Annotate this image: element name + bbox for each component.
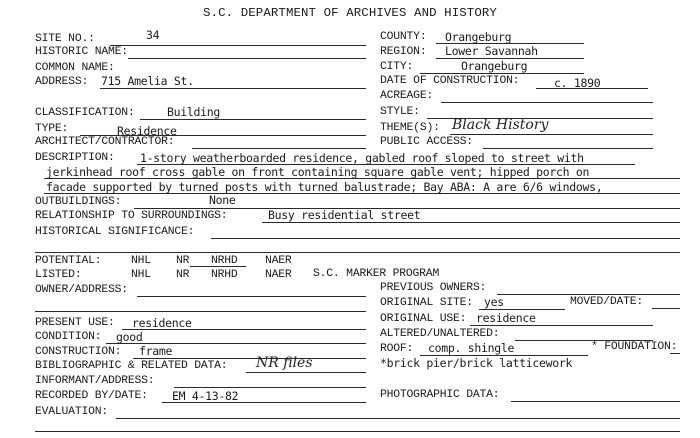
listed-naer: NAER: [265, 269, 292, 281]
section-divider: [35, 252, 680, 253]
condition-value: good: [116, 330, 143, 344]
description-label: DESCRIPTION:: [35, 152, 115, 164]
evaluation-line: [116, 418, 680, 419]
evaluation-line-2: [35, 431, 680, 432]
date-line: [536, 88, 648, 89]
site-no-line: [110, 45, 366, 46]
foundation-line: [670, 353, 680, 354]
description-rule-3: [44, 193, 680, 194]
theme-label: THEME(S):: [380, 122, 440, 134]
site-no-label: SITE NO.:: [35, 33, 95, 45]
previous-owners-line: [497, 294, 680, 295]
description-rule-2: [44, 178, 680, 179]
common-name-label: COMMON NAME:: [35, 62, 115, 74]
listed-nrhd: NRHD: [211, 269, 238, 281]
acreage-line: [441, 102, 653, 103]
date-value: c. 1890: [554, 76, 601, 90]
relationship-value: Busy residential street: [268, 208, 421, 222]
significance-line: [211, 238, 680, 239]
date-label: DATE OF CONSTRUCTION:: [380, 75, 520, 87]
classification-label: CLASSIFICATION:: [35, 107, 135, 119]
present-use-value: residence: [132, 316, 192, 330]
recorded-label: RECORDED BY/DATE:: [35, 390, 148, 402]
original-use-line: [470, 325, 653, 326]
relationship-line: [262, 222, 680, 223]
relationship-label: RELATIONSHIP TO SURROUNDINGS:: [35, 210, 228, 222]
description-line-3: facade supported by turned posts with turned balustrade; Bay ABA: A are 6/6 windows,: [46, 180, 603, 194]
description-line-2: jerkinhead roof cross gable on front containing square gable vent; hipped porch on: [46, 165, 590, 179]
classification-line: [140, 119, 366, 120]
photographic-label: PHOTOGRAPHIC DATA:: [380, 389, 500, 401]
county-label: COUNTY:: [380, 31, 427, 43]
potential-nhl: NHL: [131, 255, 151, 267]
acreage-label: ACREAGE:: [380, 90, 434, 102]
listed-label: LISTED:: [35, 269, 82, 281]
owner-line: [137, 296, 366, 297]
potential-nr: NR: [176, 255, 190, 267]
public-access-label: PUBLIC ACCESS:: [380, 136, 473, 148]
present-use-line: [122, 329, 366, 330]
foundation-label: * FOUNDATION:: [591, 341, 678, 353]
bibliographic-line: [246, 372, 366, 373]
listed-nhl: NHL: [131, 269, 151, 281]
county-value: Orangeburg: [445, 30, 512, 44]
type-label: TYPE:: [35, 123, 69, 135]
bibliographic-value-handwritten: NR files: [256, 355, 313, 371]
roof-value: comp. shingle: [428, 341, 515, 355]
significance-label: HISTORICAL SIGNIFICANCE:: [35, 226, 195, 238]
type-value: Residence: [117, 124, 177, 138]
city-label: CITY:: [380, 61, 414, 73]
moved-date-label: MOVED/DATE:: [570, 296, 643, 308]
owner-line-2: [35, 311, 366, 312]
potential-label: POTENTIAL:: [35, 255, 102, 267]
style-label: STYLE:: [380, 106, 420, 118]
roof-label: ROOF:: [380, 343, 414, 355]
architect-line: [192, 148, 366, 149]
form-title: S.C. DEPARTMENT OF ARCHIVES AND HISTORY: [203, 6, 497, 20]
original-use-label: ORIGINAL USE:: [380, 313, 467, 325]
historic-name-line: [128, 58, 366, 59]
original-site-line: [479, 309, 565, 310]
outbuildings-label: OUTBUILDINGS:: [35, 196, 122, 208]
previous-owners-label: PREVIOUS OWNERS:: [380, 282, 487, 294]
foundation-note: *brick pier/brick latticework: [380, 356, 573, 370]
condition-label: CONDITION:: [35, 331, 102, 343]
description-line-1: 1-story weatherboarded residence, gabled roof sloped to street with: [140, 151, 584, 165]
public-access-line: [483, 148, 653, 149]
theme-value-handwritten: Black History: [452, 117, 549, 133]
region-value: Lower Savannah: [445, 44, 538, 58]
original-site-label: ORIGINAL SITE:: [380, 297, 473, 309]
construction-label: CONSTRUCTION:: [35, 346, 122, 358]
theme-line: [450, 134, 653, 135]
present-use-label: PRESENT USE:: [35, 317, 115, 329]
potential-nrhd-underline: [190, 266, 246, 267]
marker-program-label: S.C. MARKER PROGRAM: [313, 268, 440, 280]
architect-label: ARCHITECT/CONTRACTOR:: [35, 136, 175, 148]
informant-line: [174, 387, 366, 388]
region-label: REGION:: [380, 46, 427, 58]
construction-line: [133, 358, 366, 359]
classification-value: Building: [167, 105, 220, 119]
city-value: Orangeburg: [461, 59, 528, 73]
city-line: [420, 73, 584, 74]
potential-nrhd: NRHD: [211, 255, 238, 267]
informant-label: INFORMANT/ADDRESS:: [35, 375, 155, 387]
listed-nr: NR: [176, 269, 190, 281]
site-no-value: 34: [146, 28, 160, 42]
potential-naer: NAER: [265, 255, 292, 267]
address-label: ADDRESS:: [35, 76, 89, 88]
altered-label: ALTERED/UNALTERED:: [380, 328, 500, 340]
historic-name-label: HISTORIC NAME:: [35, 46, 128, 58]
photographic-line: [511, 401, 680, 402]
recorded-value: EM 4-13-82: [172, 389, 239, 403]
outbuildings-value: None: [209, 193, 236, 207]
address-line: [100, 88, 366, 89]
moved-date-line: [652, 308, 680, 309]
evaluation-label: EVALUATION:: [35, 406, 108, 418]
original-use-value: residence: [476, 311, 536, 325]
bibliographic-label: BIBLIOGRAPHIC & RELATED DATA:: [35, 360, 228, 372]
construction-value: frame: [139, 344, 173, 358]
address-value: 715 Amelia St.: [101, 74, 194, 88]
owner-label: OWNER/ADDRESS:: [35, 284, 128, 296]
recorded-line: [162, 402, 366, 403]
original-site-value: yes: [484, 295, 504, 309]
